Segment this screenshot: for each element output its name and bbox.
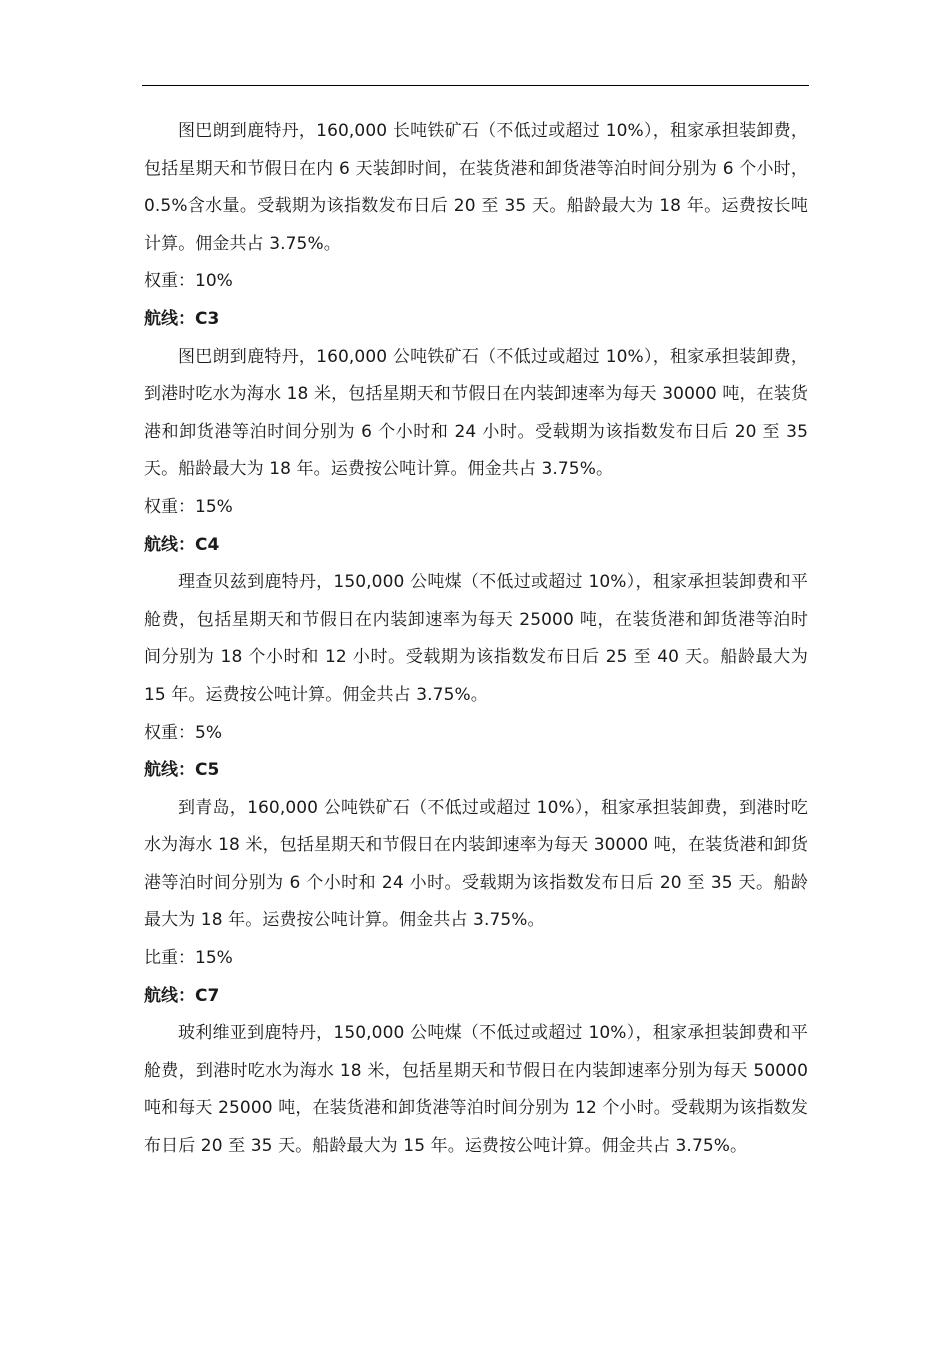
route-description-paragraph: 图巴朗到鹿特丹，160,000 长吨铁矿石（不低过或超过 10%），租家承担装卸费，包括星期天和节假日在内 6 天装卸时间，在装货港和卸货港等泊时间分别为 6 个小时，0.5%含水量。受载期为该指数发布日后 20 至 35 天。船龄最大为 18 年。运费按长吨计算。佣金共占 3.75%。 (144, 121, 808, 254)
route-description-paragraph: 到青岛，160,000 公吨铁矿石（不低过或超过 10%），租家承担装卸费，到港时吃水为海水 18 米，包括星期天和节假日在内装卸速率为每天 30000 吨，在装货港和卸货港等泊时间分别为 6 个小时和 24 小时。受载期为该指数发布日后 20 至 35 天。船龄最大为 18 年。运费按公吨计算。佣金共占 3.75%。 (144, 797, 808, 931)
weight-line: 权重：10% (144, 271, 233, 292)
route-heading-c7: 航线：C7 (144, 985, 220, 1006)
weight-line: 比重：15% (144, 948, 233, 969)
route-description-paragraph: 玻利维亚到鹿特丹，150,000 公吨煤（不低过或超过 10%），租家承担装卸费和平舱费，到港时吃水为海水 18 米，包括星期天和节假日在内装卸速率分别为每天 50000 吨和每天 25000 吨，在装货港和卸货港等泊时间分别为 12 个小时。受载期为该指数发布日后 20 至 35 天。船龄最大为 15 年。运费按公吨计算。佣金共占 3.75%。 (144, 1023, 808, 1157)
route-heading-c5: 航线：C5 (144, 760, 220, 781)
header-rule (142, 85, 809, 86)
route-heading-c3: 航线：C3 (144, 308, 220, 329)
route-description-paragraph: 理查贝兹到鹿特丹，150,000 公吨煤（不低过或超过 10%），租家承担装卸费和平舱费，包括星期天和节假日在内装卸速率为每天 25000 吨，在装货港和卸货港等泊时间分别为 18 个小时和 12 小时。受载期为该指数发布日后 25 至 40 天。船龄最大为 15 年。运费按公吨计算。佣金共占 3.75%。 (144, 572, 808, 705)
route-description-paragraph: 图巴朗到鹿特丹，160,000 公吨铁矿石（不低过或超过 10%），租家承担装卸费，到港时吃水为海水 18 米，包括星期天和节假日在内装卸速率为每天 30000 吨，在装货港和卸货港等泊时间分别为 6 个小时和 24 小时。受载期为该指数发布日后 20 至 35 天。船龄最大为 18 年。运费按公吨计算。佣金共占 3.75%。 (144, 346, 808, 480)
weight-line: 权重：5% (144, 722, 222, 743)
route-heading-c4: 航线：C4 (144, 534, 220, 555)
document-body (144, 113, 808, 1166)
weight-line: 权重：15% (144, 496, 233, 517)
